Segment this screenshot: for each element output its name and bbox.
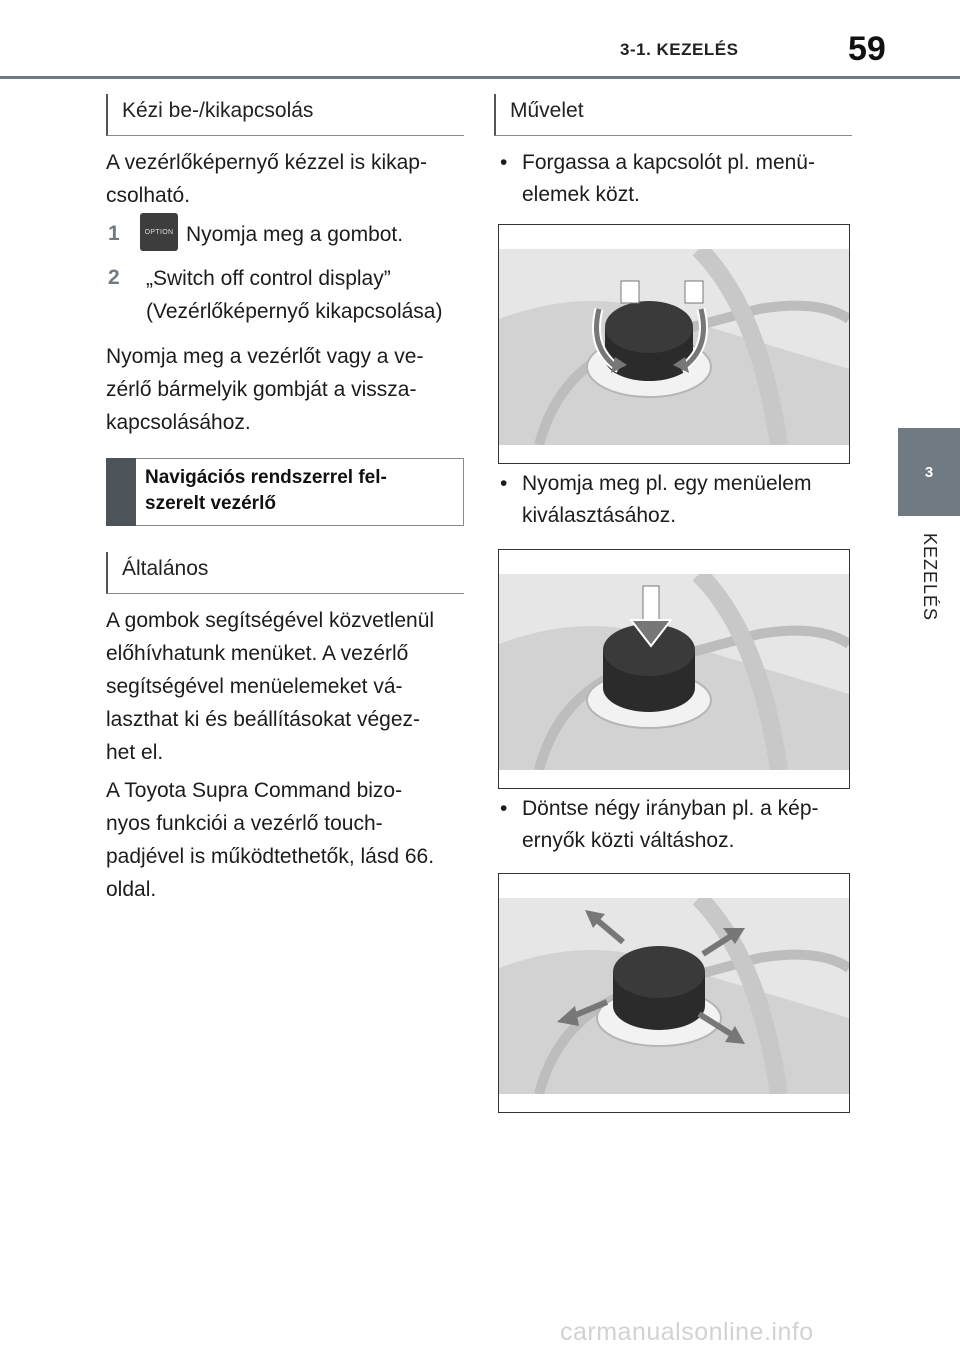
- bullet-rotate-line-2: elemek közt.: [522, 183, 640, 206]
- chapter-tab[interactable]: 3: [898, 428, 960, 516]
- intro-line-1: A vezérlőképernyő kézzel is kikap-: [106, 151, 427, 174]
- chapter-tab-label: KEZELÉS: [920, 532, 940, 622]
- supra-line-3: padjével is működtethetők, lásd 66.: [106, 845, 435, 868]
- controller-rotate-illustration: [499, 249, 849, 445]
- bullet-press: [500, 468, 852, 538]
- step-1-number: 1: [108, 222, 120, 245]
- nav-controller-heading: [106, 458, 464, 526]
- heading-general: Általános: [106, 552, 464, 594]
- bullet-press-line-2: kiválasztásához.: [522, 504, 677, 527]
- bullet-dot: •: [500, 797, 508, 820]
- reactivate-line-3: kapcsolásához.: [106, 411, 251, 434]
- controller-press-illustration: [499, 574, 849, 770]
- bullet-tilt-line-2: ernyők közti váltáshoz.: [522, 829, 735, 852]
- bullet-rotate: [500, 147, 852, 217]
- figure-tilt-controller: [498, 873, 850, 1113]
- bullet-tilt: [500, 793, 852, 863]
- bullet-tilt-line-1: Döntse négy irányban pl. a kép-: [522, 797, 819, 820]
- nav-heading-line-1: Navigációs rendszerrel fel-: [145, 467, 387, 488]
- figure-rotate-controller: [498, 224, 850, 464]
- supra-line-2: nyos funkciói a vezérlő touch-: [106, 812, 383, 835]
- reactivate-line-1: Nyomja meg a vezérlőt vagy a ve-: [106, 345, 424, 368]
- intro-line-2: csolható.: [106, 184, 191, 207]
- heading-manual-toggle: Kézi be-/kikapcsolás: [106, 94, 464, 136]
- bullet-dot: •: [500, 472, 508, 495]
- section-title: 3-1. KEZELÉS: [620, 40, 739, 59]
- step-2-line-1: „Switch off control display”: [146, 267, 391, 290]
- heading-operation: Művelet: [494, 94, 852, 136]
- figure-press-controller: [498, 549, 850, 789]
- bullet-press-line-1: Nyomja meg pl. egy menüelem: [522, 472, 812, 495]
- watermark: carmanualsonline.info: [560, 1318, 814, 1346]
- supra-line-4: oldal.: [106, 878, 157, 901]
- step-1-text: Nyomja meg a gombot.: [186, 223, 404, 246]
- nav-heading-line-2: szerelt vezérlő: [145, 493, 276, 514]
- header-divider: [0, 76, 960, 79]
- bullet-rotate-line-1: Forgassa a kapcsolót pl. menü-: [522, 151, 815, 174]
- step-2-number: 2: [108, 266, 120, 289]
- supra-line-1: A Toyota Supra Command bizo-: [106, 779, 403, 802]
- option-button-icon: OPTION: [140, 213, 178, 251]
- reactivate-line-2: zérlő bármelyik gombját a vissza-: [106, 378, 417, 401]
- step-2-line-2: (Vezérlőképernyő kikapcsolása): [146, 300, 443, 323]
- page-number: 59: [848, 30, 886, 68]
- general-line-2: előhívhatunk menüket. A vezérlő: [106, 642, 409, 665]
- nav-heading-bar: [106, 458, 136, 526]
- bullet-dot: •: [500, 151, 508, 174]
- general-line-4: laszthat ki és beállításokat végez-: [106, 708, 420, 731]
- general-line-3: segítségével menüelemeket vá-: [106, 675, 403, 698]
- general-line-1: A gombok segítségével közvetlenül: [106, 609, 435, 632]
- general-line-5: het el.: [106, 741, 164, 764]
- controller-tilt-illustration: [499, 898, 849, 1094]
